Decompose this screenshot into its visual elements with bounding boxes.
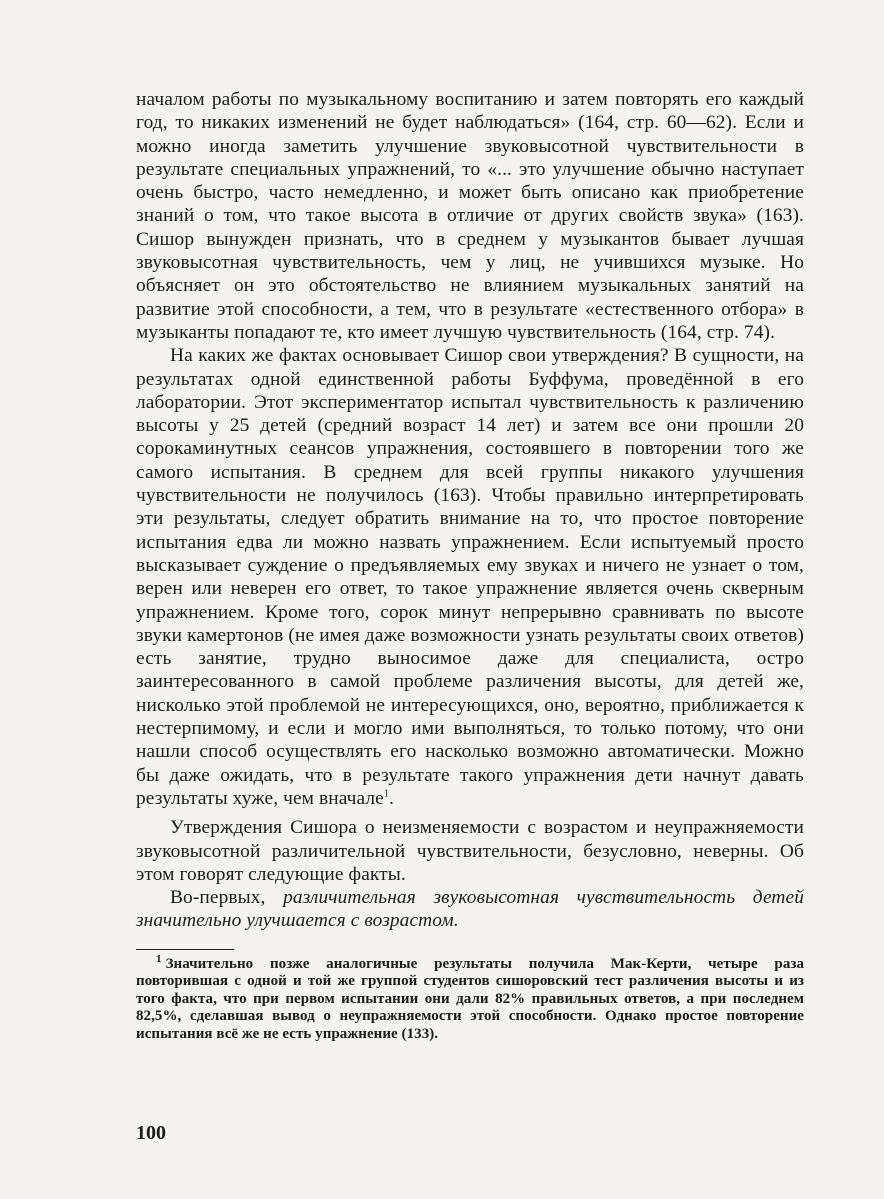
paragraph-1: началом работы по музыкальному воспитанию и затем повторять его каждый год, то никаких изменений не будет наблюдаться» (164, стр. 60—62). Если и можно иногда заметить улучшение звуковысотной чувствительности в результате специальных упражнений, то «... это улучшение обычно наступает очень быстро, часто немедленно, и может быть описано как приобретение знаний о том, что такое высота в отличие от других свойств звука» (163). Сишор вынужден признать, что в среднем у музыкантов бывает лучшая звуковысотная чувствительность, чем у лиц, не учившихся музыке. Но объясняет он это обстоятельство не влиянием музыкальных занятий на развитие этой способности, а тем, что в результате «естественного отбора» в музыканты попадают те, кто имеет лучшую чувствительность (164, стр. 74). [136, 89, 804, 343]
paragraph-2-text: На каких же фактах основывает Сишор свои утверждения? В сущности, на результатах одной единственной работы Буффума, проведённой в его лаборатории. Этот экспериментатор испытал чувствительность к различению высоты у 25 детей (средний возраст 14 лет) и затем все они прошли 20 сорокаминутных сеансов упражнения, состоявшего в повторении того же самого испытания. В среднем для всей группы никакого улучшения чувствительности не получилось (163). Чтобы правильно интерпретировать эти результаты, следует обратить внимание на то, что простое повторение испытания едва ли можно назвать упражнением. Если испытуемый просто высказывает суждение о предъявляемых ему звуках и ничего не узнает о том, верен или неверен его ответ, то такое упражнение является очень скверным упражнением. Кроме того, сорок минут непрерывно сравнивать по высоте звуки камертонов (не имея даже возможности узнать результаты своих ответов) есть занятие, трудно выносимое даже для специалиста, остро заинтересованного в самой проблеме различения высоты, для детей же, нисколько этой проблемой не интересующихся, оно, вероятно, приближается к нестерпимому, и если и могло ими выполняться, то только потому, что они нашли способ осуществлять его насколько возможно автоматически. Можно бы даже ожидать, что в результате такого упражнения дети начнут давать результаты хуже, чем вначале [136, 345, 804, 809]
paragraph-2: На каких же фактах основывает Сишор свои утверждения? В сущности, на результатах одной единственной работы Буффума, проведённой в его лаборатории. Этот экспериментатор испытал чувствительность к различению высоты у 25 детей (средний возраст 14 лет) и затем все они прошли 20 сорокаминутных сеансов упражнения, состоявшего в повторении того же самого испытания. В среднем для всей группы никакого улучшения чувствительности не получилось (163). Чтобы правильно интерпретировать эти результаты, следует обратить внимание на то, что простое повторение испытания едва ли можно назвать упражнением. Если испытуемый просто высказывает суждение о предъявляемых ему звуках и ничего не узнает о том, верен или неверен его ответ, то такое упражнение является очень скверным упражнением. Кроме того, сорок минут непрерывно сравнивать по высоте звуки камертонов (не имея даже возможности узнать результаты своих ответов) есть занятие, трудно выносимое даже для специалиста, остро заинтересованного в самой проблеме различения высоты, для детей же, нисколько этой проблемой не интересующихся, оно, вероятно, приближается к нестерпимому, и если и могло ими выполняться, то только потому, что они нашли способ осуществлять его насколько возможно автоматически. Можно бы даже ожидать, что в результате такого упражнения дети начнут давать результаты хуже, чем вначале$^1$. [136, 345, 804, 809]
footnote-reference[interactable]: 1 [383, 788, 389, 800]
paragraph-3: Утверждения Сишора о неизменяемости с возрастом и неупражняемости звуковысотной различительной чувствительности, безусловно, неверны. Об этом говорят следующие факты. [136, 817, 804, 885]
footnote-divider [136, 949, 234, 950]
footnote-mark: 1 [156, 952, 162, 965]
page-number: 100 [136, 1122, 166, 1144]
footnote-text: Значительно позже аналогичные результаты получила Мак-Керти, четыре раза повторившая с одной и той же группой студентов сишоровский тест различения высоты и из того факта, что при первом испытании они дали 82% правильных ответов, а при последнем 82,5%, сделавшая вывод о неупражняемости этой способности. Однако простое повторение испытания всё же не есть упражнение (133). [136, 955, 804, 1043]
paragraph-4-italic: различительная звуковысотная чувствительность детей значительно улучшается с возрастом. [136, 887, 804, 932]
footnote [136, 952, 804, 1044]
page-body [136, 88, 804, 1044]
paragraph-4 [136, 886, 804, 933]
paragraph-4-lead: Во-первых, [170, 887, 266, 909]
